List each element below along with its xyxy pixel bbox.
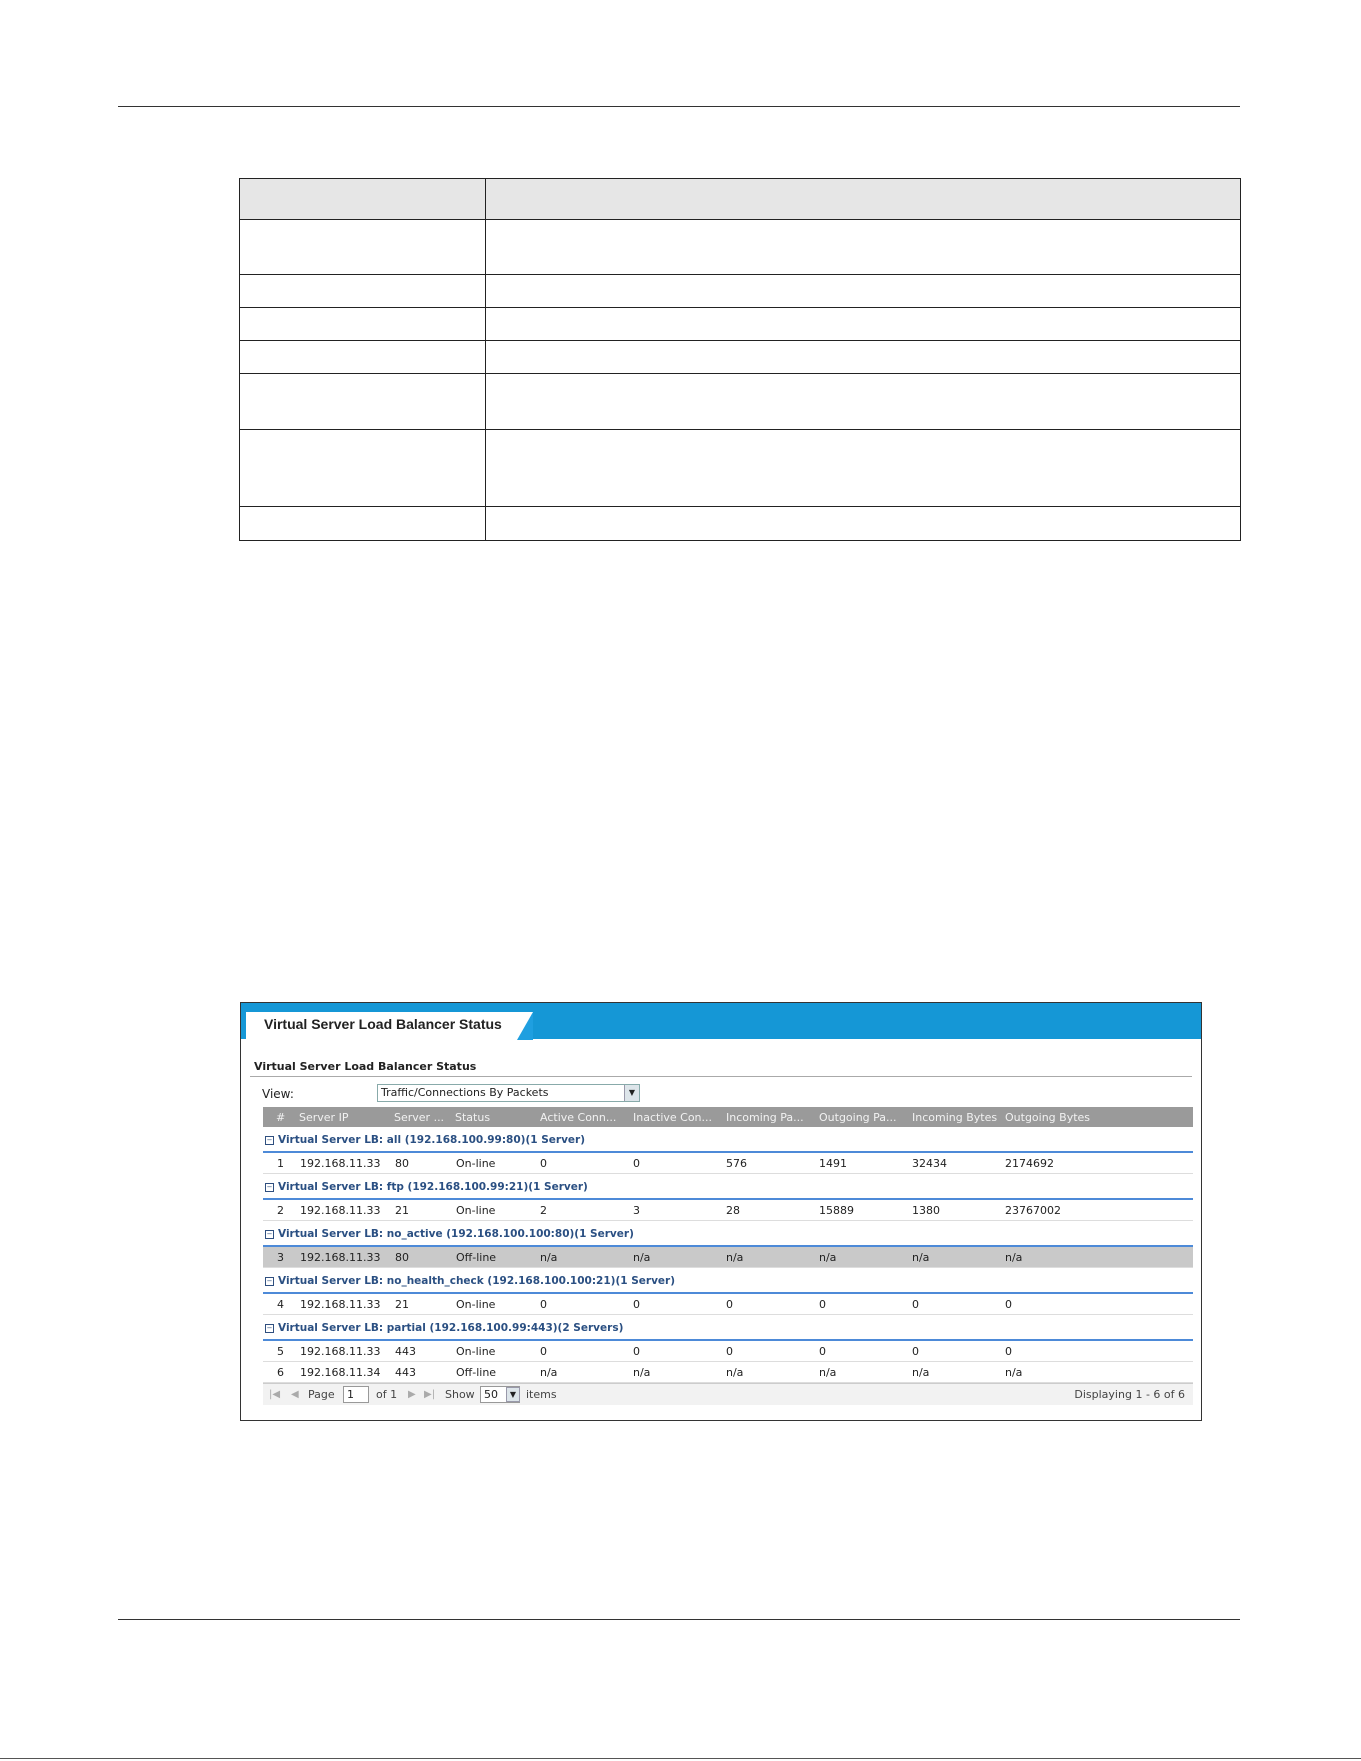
cell-server-ip: 192.168.11.33 — [300, 1157, 381, 1170]
group-row[interactable] — [263, 1221, 1193, 1247]
table-row — [240, 341, 1241, 374]
cell-status: Off-line — [456, 1366, 497, 1379]
table-row — [240, 220, 1241, 275]
col-outgoing-bytes[interactable]: Outgoing Bytes — [1005, 1111, 1091, 1124]
cell-outgoing-bytes: 23767002 — [1005, 1204, 1061, 1217]
cell-incoming-bytes: n/a — [912, 1251, 930, 1264]
cell-port: 80 — [395, 1157, 409, 1170]
cell-port: 443 — [395, 1366, 416, 1379]
cell-index: 5 — [277, 1345, 284, 1358]
cell-incoming-packets: 0 — [726, 1345, 733, 1358]
group-row[interactable] — [263, 1127, 1193, 1153]
chevron-down-icon[interactable]: ▼ — [624, 1085, 639, 1101]
prev-page-icon[interactable]: ◀ — [291, 1389, 299, 1400]
status-grid — [263, 1107, 1193, 1405]
group-label: Virtual Server LB: all (192.168.100.99:80)(1 Server) — [278, 1134, 586, 1146]
view-select[interactable] — [377, 1084, 640, 1102]
cell-active-conn: 0 — [540, 1345, 547, 1358]
header-cell — [240, 179, 486, 220]
table-row[interactable] — [263, 1247, 1193, 1268]
cell-outgoing-packets: 0 — [819, 1298, 826, 1311]
page-size-select[interactable]: 50 — [480, 1386, 520, 1403]
cell-port: 21 — [395, 1204, 409, 1217]
cell-outgoing-packets: 0 — [819, 1345, 826, 1358]
cell-incoming-bytes: n/a — [912, 1366, 930, 1379]
cell-port: 443 — [395, 1345, 416, 1358]
page-label: Page — [308, 1388, 335, 1401]
cell-status: On-line — [456, 1204, 496, 1217]
page-number-input[interactable]: 1 — [343, 1386, 369, 1403]
cell-index: 4 — [277, 1298, 284, 1311]
group-label: Virtual Server LB: no_active (192.168.100.100:80)(1 Server) — [278, 1228, 634, 1240]
cell-index: 3 — [277, 1251, 284, 1264]
section-divider — [250, 1076, 1192, 1077]
vslb-status-screenshot — [240, 1002, 1202, 1421]
collapse-icon[interactable]: − — [266, 1230, 273, 1238]
cell-active-conn: n/a — [540, 1251, 558, 1264]
page-footer-rule — [118, 1619, 1240, 1620]
col-status[interactable]: Status — [455, 1111, 491, 1124]
header-cell — [486, 179, 1241, 220]
col-incoming-bytes[interactable]: Incoming Bytes — [912, 1111, 998, 1124]
cell-inactive-conn: n/a — [633, 1251, 651, 1264]
table-header-row — [240, 179, 1241, 220]
table-row — [240, 374, 1241, 430]
cell-incoming-bytes: 32434 — [912, 1157, 947, 1170]
cell-inactive-conn: n/a — [633, 1366, 651, 1379]
section-title: Virtual Server Load Balancer Status — [254, 1060, 477, 1073]
col-inactive-conn[interactable]: Inactive Con... — [633, 1111, 713, 1124]
cell-server-ip: 192.168.11.34 — [300, 1366, 381, 1379]
cell-incoming-packets: n/a — [726, 1366, 744, 1379]
description-table — [239, 178, 1241, 541]
page-edge-rule — [0, 1758, 1361, 1759]
cell-incoming-packets: 28 — [726, 1204, 740, 1217]
col-active-conn[interactable]: Active Conn... — [540, 1111, 617, 1124]
group-label: Virtual Server LB: partial (192.168.100.99:443)(2 Servers) — [278, 1322, 624, 1334]
cell-port: 80 — [395, 1251, 409, 1264]
cell-index: 2 — [277, 1204, 284, 1217]
group-row[interactable] — [263, 1268, 1193, 1294]
collapse-icon[interactable]: − — [266, 1324, 273, 1332]
cell-inactive-conn: 3 — [633, 1204, 640, 1217]
cell-server-ip: 192.168.11.33 — [300, 1251, 381, 1264]
col-server-port[interactable]: Server ... — [394, 1111, 445, 1124]
show-label: Show — [445, 1388, 475, 1401]
cell-inactive-conn: 0 — [633, 1157, 640, 1170]
cell-index: 6 — [277, 1366, 284, 1379]
view-label: View: — [262, 1087, 294, 1101]
cell-active-conn: 2 — [540, 1204, 547, 1217]
last-page-icon[interactable]: ▶| — [424, 1389, 436, 1400]
items-label: items — [526, 1388, 557, 1401]
cell-outgoing-packets: 1491 — [819, 1157, 847, 1170]
chevron-down-icon[interactable]: ▼ — [506, 1387, 520, 1402]
cell-status: On-line — [456, 1157, 496, 1170]
cell-outgoing-packets: n/a — [819, 1366, 837, 1379]
first-page-icon[interactable]: |◀ — [269, 1389, 281, 1400]
group-label: Virtual Server LB: ftp (192.168.100.99:21)(1 Server) — [278, 1181, 588, 1193]
cell-server-ip: 192.168.11.33 — [300, 1204, 381, 1217]
cell-inactive-conn: 0 — [633, 1345, 640, 1358]
cell-outgoing-packets: 15889 — [819, 1204, 854, 1217]
grid-header — [263, 1107, 1193, 1127]
cell-outgoing-bytes: n/a — [1005, 1251, 1023, 1264]
table-row[interactable] — [263, 1200, 1193, 1221]
col-server-ip[interactable]: Server IP — [299, 1111, 349, 1124]
cell-port: 21 — [395, 1298, 409, 1311]
cell-index: 1 — [277, 1157, 284, 1170]
collapse-icon[interactable]: − — [266, 1277, 273, 1285]
cell-incoming-packets: n/a — [726, 1251, 744, 1264]
next-page-icon[interactable]: ▶ — [408, 1389, 416, 1400]
page-header-rule — [118, 106, 1240, 107]
table-row[interactable] — [263, 1294, 1193, 1315]
cell-inactive-conn: 0 — [633, 1298, 640, 1311]
cell-server-ip: 192.168.11.33 — [300, 1298, 381, 1311]
view-select-value: Traffic/Connections By Packets — [381, 1086, 549, 1099]
collapse-icon[interactable]: − — [266, 1183, 273, 1191]
collapse-icon[interactable]: − — [266, 1136, 273, 1144]
cell-active-conn: n/a — [540, 1366, 558, 1379]
group-row[interactable] — [263, 1315, 1193, 1341]
cell-incoming-bytes: 0 — [912, 1345, 919, 1358]
table-row — [240, 275, 1241, 308]
table-row — [240, 430, 1241, 507]
table-row — [240, 507, 1241, 541]
cell-active-conn: 0 — [540, 1157, 547, 1170]
cell-incoming-packets: 0 — [726, 1298, 733, 1311]
cell-outgoing-bytes: 2174692 — [1005, 1157, 1054, 1170]
cell-incoming-bytes: 0 — [912, 1298, 919, 1311]
cell-incoming-packets: 576 — [726, 1157, 747, 1170]
cell-status: On-line — [456, 1298, 496, 1311]
tab-corner — [517, 1012, 533, 1040]
cell-outgoing-bytes: 0 — [1005, 1298, 1012, 1311]
tab-label[interactable]: Virtual Server Load Balancer Status — [264, 1016, 502, 1032]
display-summary: Displaying 1 - 6 of 6 — [1074, 1388, 1185, 1401]
cell-server-ip: 192.168.11.33 — [300, 1345, 381, 1358]
table-row — [240, 308, 1241, 341]
page-count-label: of 1 — [376, 1388, 398, 1401]
col-outgoing-packets[interactable]: Outgoing Pa... — [819, 1111, 897, 1124]
table-row[interactable] — [263, 1362, 1193, 1383]
cell-outgoing-bytes: 0 — [1005, 1345, 1012, 1358]
cell-incoming-bytes: 1380 — [912, 1204, 940, 1217]
group-label: Virtual Server LB: no_health_check (192.168.100.100:21)(1 Server) — [278, 1275, 676, 1287]
cell-active-conn: 0 — [540, 1298, 547, 1311]
table-row[interactable] — [263, 1341, 1193, 1362]
cell-outgoing-packets: n/a — [819, 1251, 837, 1264]
group-row[interactable] — [263, 1174, 1193, 1200]
col-incoming-packets[interactable]: Incoming Pa... — [726, 1111, 804, 1124]
pagination-bar — [263, 1383, 1193, 1405]
cell-status: Off-line — [456, 1251, 497, 1264]
col-index[interactable]: # — [276, 1111, 286, 1124]
cell-status: On-line — [456, 1345, 496, 1358]
cell-outgoing-bytes: n/a — [1005, 1366, 1023, 1379]
table-row[interactable] — [263, 1153, 1193, 1174]
